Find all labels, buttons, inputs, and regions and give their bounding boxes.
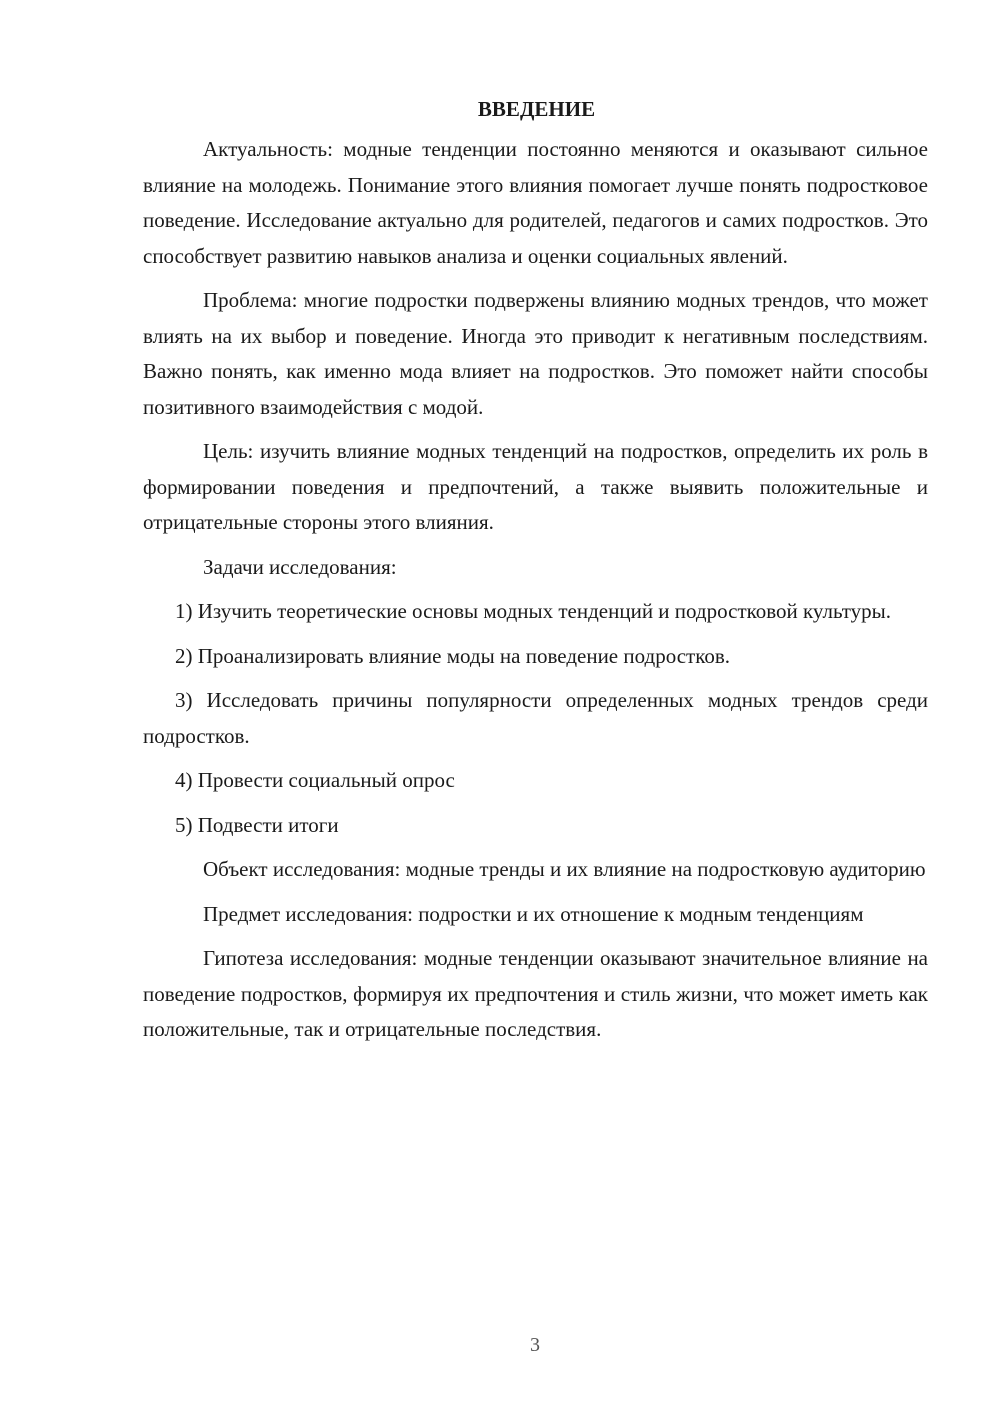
section-title: ВВЕДЕНИЕ [477,97,596,121]
task-item-2: 2) Проанализировать влияние моды на поведение подростков. [175,643,731,668]
task-item-3: 3) Исследовать причины популярности определенных модных трендов среди подростков. [143,688,928,748]
paragraph-problem: Проблема: многие подростки подвержены влиянию модных трендов, что может влиять на их выбор и поведение. Иногда это приводит к негативным последствиям. Важно понять, как именно мода влияет на подростков. Это поможет найти способы позитивного взаимодействия с модой. [143,288,928,419]
paragraph-hypothesis: Гипотеза исследования: модные тенденции оказывают значительное влияние на поведение подростков, формируя их предпочтения и стиль жизни, что может иметь как положительные, так и отрицательные последствия. [143,946,928,1041]
page-number: 3 [530,1334,540,1356]
task-item-5: 5) Подвести итоги [175,812,339,837]
document-page [143,92,928,1057]
paragraph-relevance: Актуальность: модные тенденции постоянно меняются и оказывают сильное влияние на молодежь. Понимание этого влияния помогает лучше понять подростковое поведение. Исследование актуально для родителей, педагогов и самих подростков. Это способствует развитию навыков анализа и оценки социальных явлений. [143,137,928,268]
task-item-4: 4) Провести социальный опрос [175,768,455,792]
task-item-1: 1) Изучить теоретические основы модных тенденций и подростковой культуры. [175,599,892,623]
tasks-heading: Задачи исследования: [203,554,397,579]
paragraph-object: Объект исследования: модные тренды и их влияние на подростковую аудиторию [203,857,926,881]
paragraph-goal: Цель: изучить влияние модных тенденций на подростков, определить их роль в формировании поведения и предпочтений, а также выявить положительные и отрицательные стороны этого влияния. [143,439,928,534]
paragraph-subject: Предмет исследования: подростки и их отношение к модным тенденциям [203,901,864,926]
